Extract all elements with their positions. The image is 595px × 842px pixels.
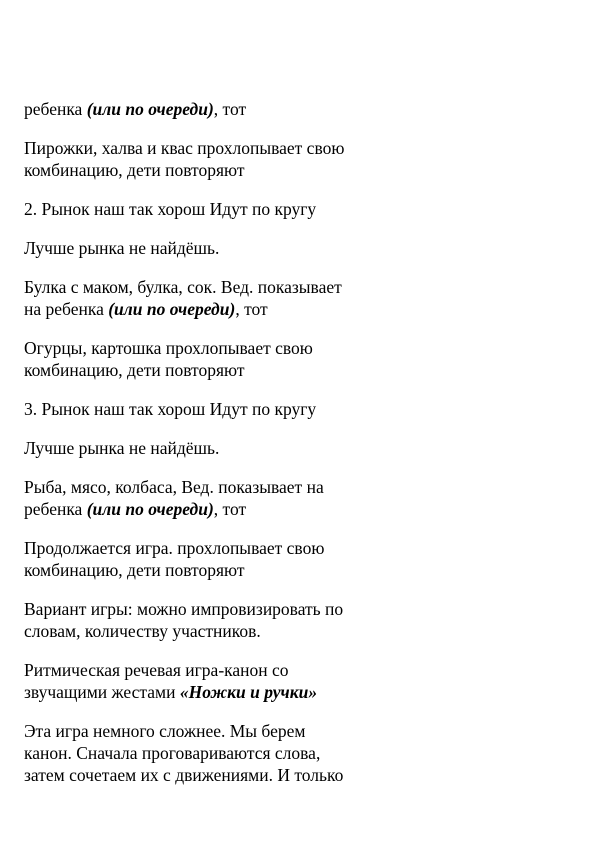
paragraph (24, 337, 544, 381)
body-text: Рыба, мясо, колбаса, Вед. показывает на (24, 477, 324, 497)
body-text: словам, количеству участников. (24, 621, 261, 641)
document-page (24, 98, 544, 803)
text-line (24, 742, 544, 764)
paragraph (24, 237, 544, 259)
text-line (24, 276, 544, 298)
paragraph (24, 276, 544, 320)
body-text: Огурцы, картошка прохлопывает свою (24, 338, 313, 358)
text-line (24, 559, 544, 581)
paragraph (24, 398, 544, 420)
text-line (24, 620, 544, 642)
text-line (24, 598, 544, 620)
paragraph (24, 98, 544, 120)
text-line (24, 398, 544, 420)
text-line (24, 337, 544, 359)
text-line (24, 681, 544, 703)
text-line (24, 764, 544, 786)
text-line (24, 198, 544, 220)
text-line (24, 659, 544, 681)
text-line (24, 159, 544, 181)
body-text: , тот (213, 99, 247, 119)
text-line (24, 237, 544, 259)
body-text: звучащими жестами (24, 682, 180, 702)
text-line (24, 498, 544, 520)
body-text: затем сочетаем их с движениями. И только (24, 765, 344, 785)
body-text: ребенка (24, 99, 87, 119)
paragraph (24, 137, 544, 181)
text-line (24, 98, 544, 120)
body-text: Ритмическая речевая игра-канон со (24, 660, 289, 680)
paragraph (24, 598, 544, 642)
body-text: Продолжается игра. прохлопывает свою (24, 538, 325, 558)
emphasis-text: (или по очереди) (108, 299, 236, 319)
paragraph (24, 198, 544, 220)
text-line (24, 437, 544, 459)
body-text: Вариант игры: можно импровизировать по (24, 599, 344, 619)
body-text: 3. Рынок наш так хорош Идут по кругу (24, 399, 317, 419)
body-text: Пирожки, халва и квас прохлопывает свою (24, 138, 345, 158)
text-line (24, 359, 544, 381)
body-text: Лучше рынка не найдёшь. (24, 438, 220, 458)
text-line (24, 720, 544, 742)
body-text: , тот (213, 499, 247, 519)
paragraph (24, 437, 544, 459)
body-text: на ребенка (24, 299, 109, 319)
emphasis-text: (или по очереди) (86, 99, 214, 119)
body-text: Эта игра немного сложнее. Мы берем (24, 721, 306, 741)
body-text: комбинацию, дети повторяют (24, 560, 245, 580)
body-text: Лучше рынка не найдёшь. (24, 238, 220, 258)
body-text: ребенка (24, 499, 87, 519)
body-text: комбинацию, дети повторяют (24, 160, 245, 180)
text-line (24, 537, 544, 559)
emphasis-text: «Ножки и ручки» (179, 682, 318, 702)
body-text: комбинацию, дети повторяют (24, 360, 245, 380)
text-line (24, 137, 544, 159)
body-text: 2. Рынок наш так хорош Идут по кругу (24, 199, 317, 219)
paragraph (24, 537, 544, 581)
body-text: , тот (235, 299, 268, 319)
text-line (24, 476, 544, 498)
paragraph (24, 720, 544, 786)
emphasis-text: (или по очереди) (86, 499, 214, 519)
body-text: канон. Сначала проговариваются слова, (24, 743, 321, 763)
body-text: Булка с маком, булка, сок. Вед. показывает (24, 277, 342, 297)
text-line (24, 298, 544, 320)
paragraph (24, 476, 544, 520)
paragraph (24, 659, 544, 703)
